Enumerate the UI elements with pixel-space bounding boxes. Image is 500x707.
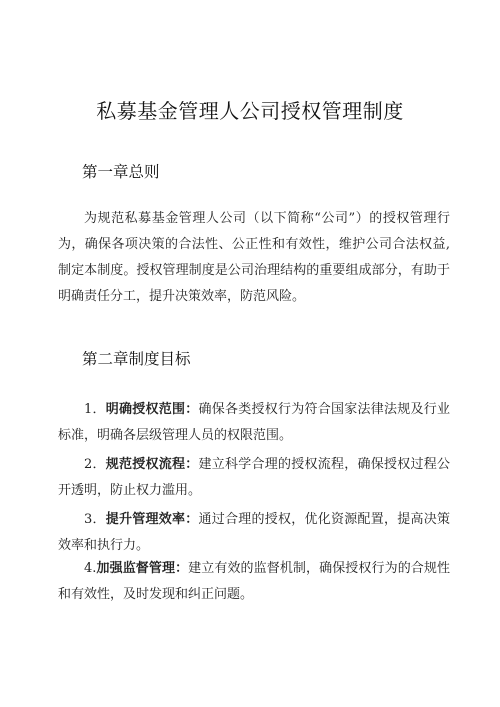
item-text: 建立有效的监督机制，确保授权行为的合规性和有效性，及时发现和纠正问题。 <box>58 561 450 602</box>
chapter-2-heading: 第二章制度目标 <box>82 350 191 368</box>
item-text: 确保各类授权行为符合国家法律法规及行业标准，明确各层级管理人员的权限范围。 <box>58 402 450 443</box>
item-number: 2． <box>84 457 106 472</box>
item-keyword: 加强监督管理： <box>96 561 189 576</box>
item-number: 1． <box>84 402 106 417</box>
list-item <box>58 507 450 559</box>
item-text: 通过合理的授权，优化资源配置，提高决策效率和执行力。 <box>58 512 450 553</box>
list-item <box>58 397 450 449</box>
list-item <box>58 556 450 608</box>
item-keyword: 提升管理效率： <box>105 512 199 527</box>
item-number: 4. <box>84 561 97 576</box>
item-keyword: 规范授权流程： <box>105 457 199 472</box>
item-number: 3． <box>84 512 106 527</box>
item-text: 建立科学合理的授权流程，确保授权过程公开透明，防止权力滥用。 <box>58 457 450 498</box>
chapter-1-paragraph: 为规范私募基金管理人公司（以下简称“公司”）的授权管理行为，确保各项决策的合法性、公正性和有效性，维护公司合法权益,制定本制度。授权管理制度是公司治理结构的重要组成部分，有助于明确责任分工，提升决策效率，防范风险。 <box>58 211 450 304</box>
list-item <box>58 452 450 504</box>
chapter-1-heading: 第一章总则 <box>82 163 160 181</box>
item-keyword: 明确授权范围： <box>105 402 199 417</box>
document-title: 私募基金管理人公司授权管理制度 <box>96 99 404 123</box>
